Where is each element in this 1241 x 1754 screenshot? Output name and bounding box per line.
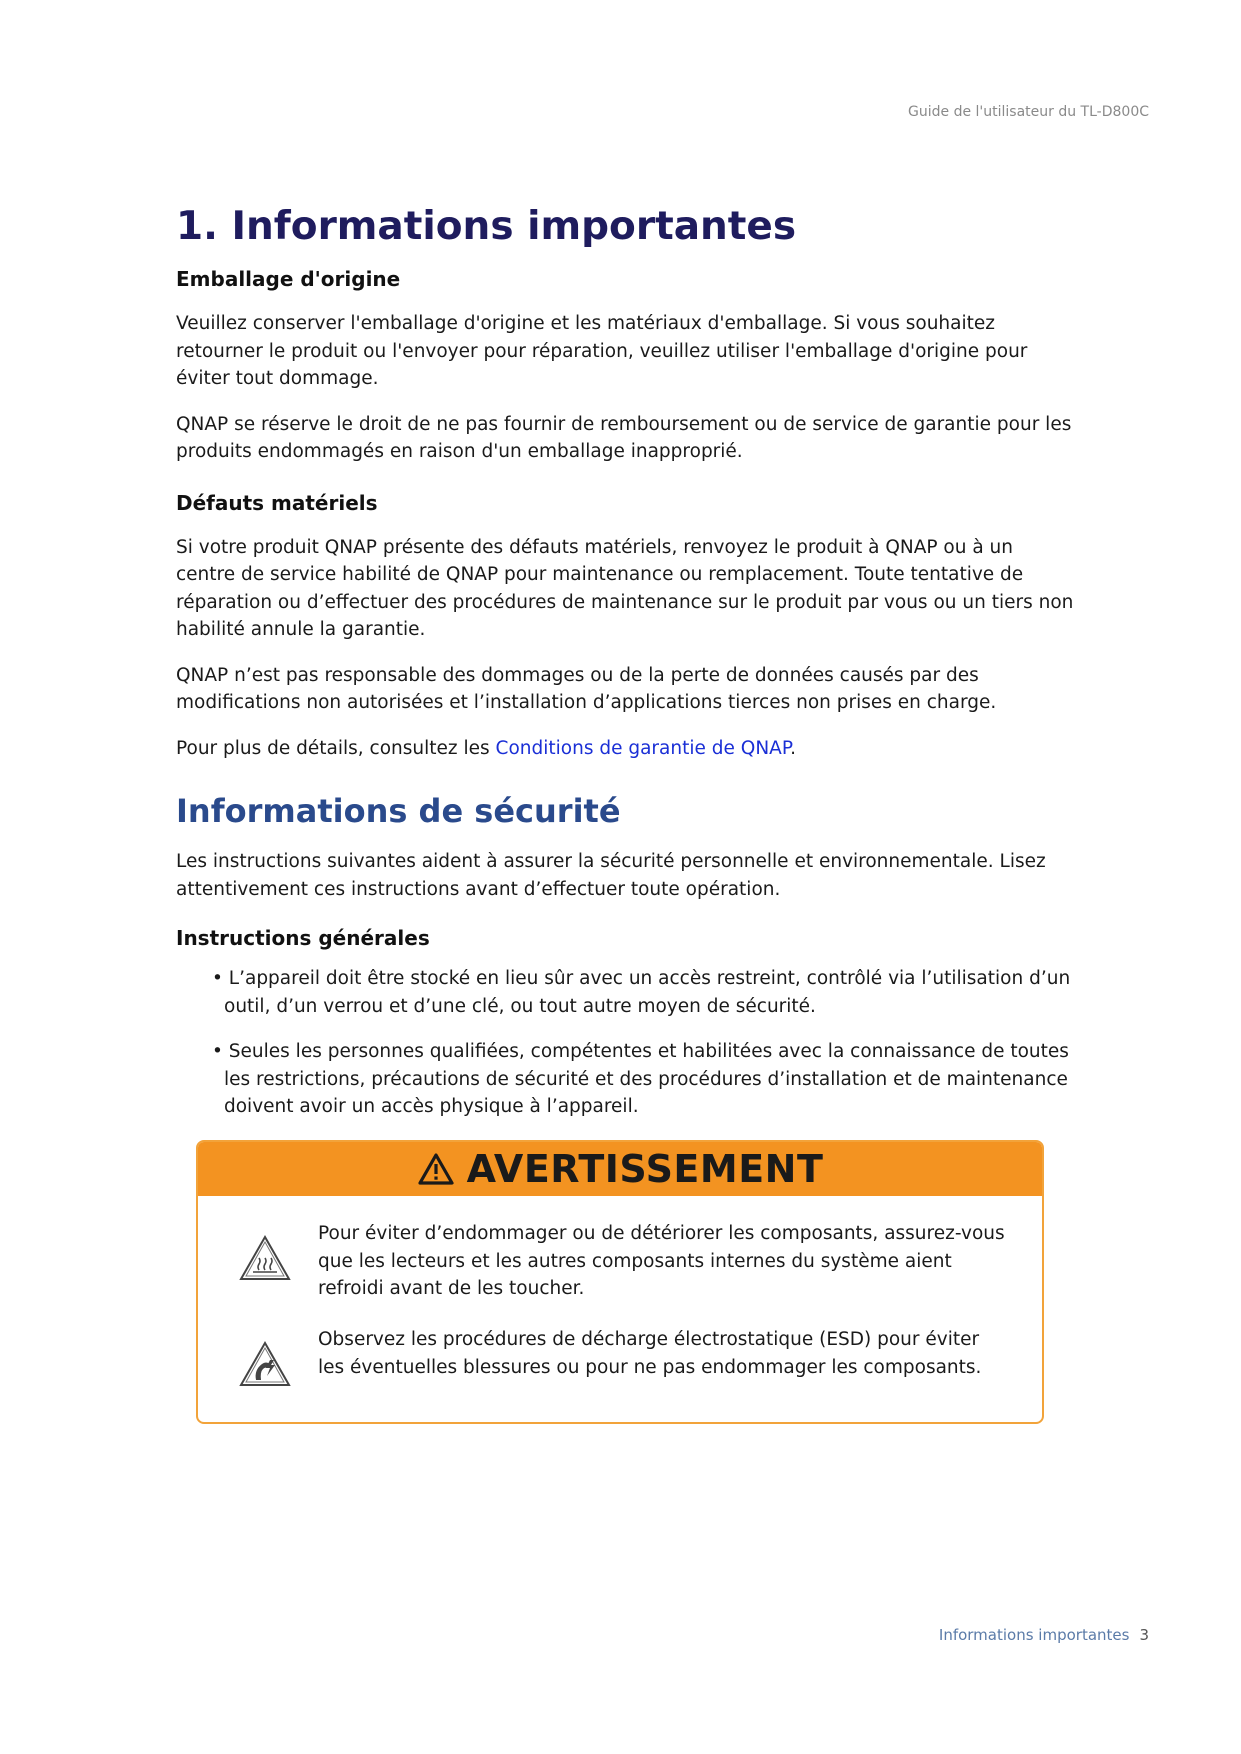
general-instructions-heading: Instructions générales bbox=[176, 926, 430, 950]
warranty-conditions-link[interactable]: Conditions de garantie de QNAP bbox=[495, 737, 791, 759]
running-header: Guide de l'utilisateur du TL-D800C bbox=[908, 104, 1149, 120]
hot-surface-icon bbox=[238, 1234, 292, 1284]
warning-text-hot-surface: Pour éviter d’endommager ou de détériorer les composants, assurez-vous que les lecteurs et les autres composants internes du système aient refroidi avant de les toucher. bbox=[318, 1223, 1005, 1299]
defects-paragraph-3 bbox=[176, 735, 1076, 763]
packaging-paragraph-1: Veuillez conserver l'emballage d'origine et les matériaux d'emballage. Si vous souhaitez retourner le produit ou l'envoyer pour réparation, veuillez utiliser l'emballage d'origine pour éviter tout dommage. bbox=[176, 313, 1028, 389]
footer-section-title: Informations importantes bbox=[938, 1626, 1130, 1644]
warning-text-esd: Observez les procédures de décharge électrostatique (ESD) pour éviter les éventuelles blessures ou pour ne pas endommager les composants. bbox=[318, 1329, 982, 1378]
running-footer bbox=[939, 1626, 1149, 1644]
safety-intro: Les instructions suivantes aident à assurer la sécurité personnelle et environnementale. Lisez attentivement ces instructions avant d’effectuer toute opération. bbox=[176, 851, 1046, 900]
defects-heading: Défauts matériels bbox=[176, 490, 378, 515]
warning-title: AVERTISSEMENT bbox=[466, 1147, 824, 1191]
defects-paragraph-1: Si votre produit QNAP présente des défauts matériels, renvoyez le produit à QNAP ou à un centre de service habilité de QNAP pour maintenance ou remplacement. Toute tentative de réparation ou d’effectuer des procédures de maintenance sur le produit par vous ou un tiers non habilité annule la garantie. bbox=[176, 536, 1074, 640]
warning-triangle-icon bbox=[417, 1152, 455, 1186]
esd-icon bbox=[238, 1340, 292, 1390]
warning-header bbox=[198, 1142, 1042, 1196]
general-instructions-list bbox=[176, 965, 1076, 1121]
warning-box bbox=[196, 1140, 1044, 1424]
safety-title: Informations de sécurité bbox=[176, 792, 621, 830]
main-content bbox=[176, 198, 1076, 1121]
packaging-paragraph-2: QNAP se réserve le droit de ne pas fournir de remboursement ou de service de garantie pour les produits endommagés en raison d'un emballage inapproprié. bbox=[176, 413, 1072, 462]
defects-paragraph-2: QNAP n’est pas responsable des dommages ou de la perte de données causés par des modifications non autorisées et l’installation d’applications tierces non prises en charge. bbox=[176, 664, 997, 713]
packaging-heading: Emballage d'origine bbox=[176, 267, 401, 291]
list-item: • Seules les personnes qualifiées, compétentes et habilitées avec la connaissance de toutes les restrictions, précautions de sécurité et des procédures d’installation et de maintenance doivent avoir un accès physique à l’appareil. bbox=[212, 1041, 1069, 1117]
chapter-title: 1. Informations importantes bbox=[176, 204, 797, 249]
page-number: 3 bbox=[1139, 1626, 1149, 1644]
details-prefix: Pour plus de détails, consultez les bbox=[176, 737, 496, 759]
details-suffix: . bbox=[790, 737, 796, 759]
list-item: • L’appareil doit être stocké en lieu sûr avec un accès restreint, contrôlé via l’utilisation d’un outil, d’un verrou et d’une clé, ou tout autre moyen de sécurité. bbox=[212, 968, 1071, 1017]
